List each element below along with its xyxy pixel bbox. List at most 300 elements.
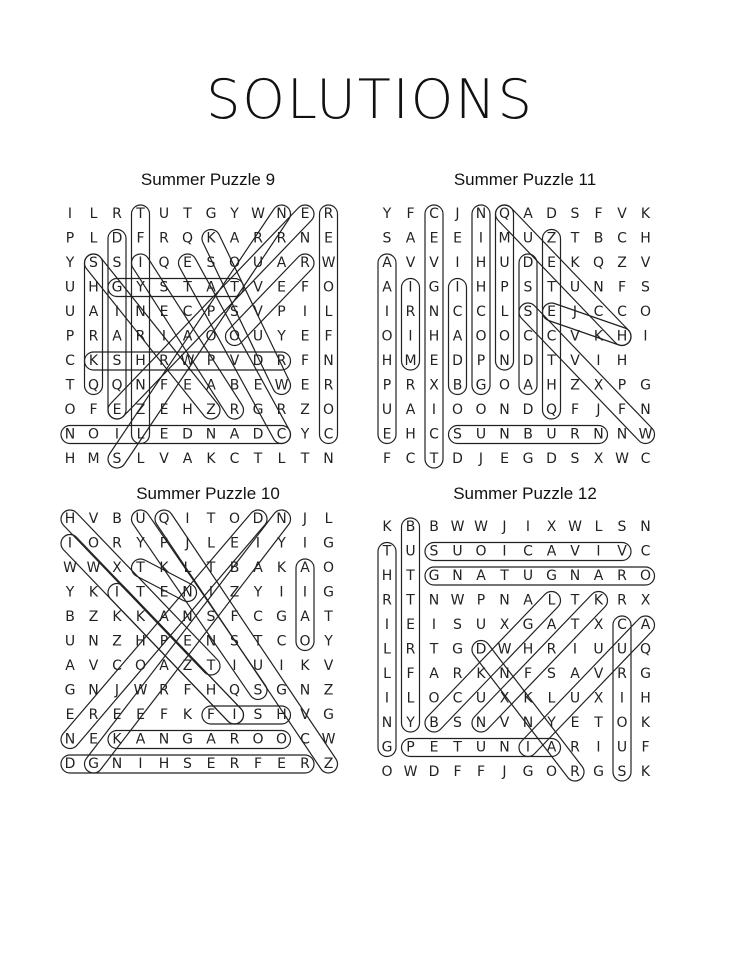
grid-letter: A [88,304,99,320]
grid-letter: I [255,535,261,552]
grid-letter: U [381,402,393,418]
grid-letter: C [300,731,310,748]
grid-letter: V [300,707,310,723]
grid-letter: E [206,756,216,772]
grid-letter: I [138,756,143,772]
grid-letter: O [322,279,335,296]
grid-letter: V [253,304,263,320]
grid-letter: X [499,690,510,707]
grid-letter: N [88,633,99,650]
grid-letter: T [570,592,580,609]
grid-letter: I [279,658,284,674]
page-title: SOLUTIONS [206,68,534,131]
grid-letter: N [158,731,170,748]
grid-letter: K [206,230,216,247]
puzzle-grid [58,507,358,777]
grid-letter: D [252,353,264,369]
grid-letter: A [253,560,263,576]
grid-letter: E [570,715,580,731]
grid-letter: I [67,206,73,222]
grid-letter: D [522,402,534,418]
grid-letter: I [384,690,390,707]
grid-letter: T [136,206,145,222]
grid-letter: T [300,451,310,467]
grid-letter: V [229,353,240,369]
grid-letter: S [183,756,192,772]
grid-letter: W [638,426,653,443]
grid-letter: C [617,230,627,247]
grid-letter: O [134,658,147,674]
grid-letter: N [323,353,334,369]
grid-letter: Q [87,377,100,394]
grid-letter: S [570,206,580,222]
grid-letter: N [640,402,651,418]
grid-letter: G [640,666,651,682]
grid-letter: D [546,451,557,467]
grid-letter: F [406,666,415,682]
grid-letter: L [89,206,98,222]
grid-letter: L [207,535,215,552]
grid-letter: U [64,304,76,320]
grid-letter: Y [65,584,75,601]
grid-letter: J [302,511,308,527]
grid-letter: O [451,402,464,418]
grid-letter: A [640,617,651,633]
grid-letter: N [593,279,604,296]
grid-letter: S [253,707,263,723]
grid-letter: A [546,543,557,560]
grid-letter: U [405,543,416,560]
grid-letter: O [616,715,628,731]
grid-letter: A [159,609,169,625]
grid-letter: F [382,451,392,467]
grid-letter: X [499,617,510,633]
grid-letter: V [499,715,510,731]
grid-letter: N [135,377,146,394]
grid-letter: A [546,739,557,756]
grid-letter: O [228,255,241,271]
grid-letter: X [112,560,122,576]
grid-letter: W [321,255,336,271]
grid-letter: L [277,451,286,467]
grid-letter: H [428,328,440,345]
grid-letter: Z [88,609,99,625]
grid-letter: I [431,617,437,633]
grid-letter: V [570,328,580,345]
grid-letter: K [476,666,486,682]
grid-letter: K [523,690,533,707]
grid-letter: H [64,451,76,467]
grid-letter: F [406,206,415,222]
grid-letter: V [617,543,627,560]
grid-letter: Z [617,255,627,271]
grid-letter: G [88,756,99,772]
grid-letter: E [382,426,392,443]
grid-letter: R [570,426,580,443]
grid-letter: V [429,255,439,271]
grid-letter: F [230,609,239,625]
grid-letter: C [65,353,75,369]
grid-letter: G [323,535,334,552]
grid-letter: N [428,592,440,609]
grid-letter: J [502,764,507,780]
grid-letter: Q [111,377,123,394]
grid-letter: U [475,739,487,756]
grid-letter: L [406,690,415,707]
grid-letter: G [522,617,534,633]
grid-letter: G [593,764,604,780]
grid-letter: W [274,377,289,394]
grid-letter: A [159,658,169,674]
grid-letter: T [136,560,145,576]
grid-letter: V [159,451,169,467]
grid-letter: H [616,353,628,369]
grid-letter: U [499,255,510,271]
grid-letter: T [183,206,192,222]
grid-letter: F [89,402,98,418]
grid-letter: S [89,255,98,271]
grid-letter: S [112,255,122,271]
grid-letter: O [498,377,511,394]
grid-letter: I [302,584,308,601]
grid-letter: O [545,764,558,780]
grid-letter: T [253,451,263,467]
grid-letter: Y [253,584,263,601]
grid-letter: P [206,353,216,369]
grid-letter: F [183,682,192,699]
grid-letter: R [617,568,627,584]
grid-letter: E [429,230,439,247]
grid-letter: I [208,584,214,601]
grid-letter: F [136,230,145,247]
grid-letter: E [547,304,556,320]
grid-letter: G [640,377,651,394]
grid-letter: N [323,451,334,467]
grid-letter: U [569,690,581,707]
grid-letter: D [428,764,440,780]
grid-letter: A [382,279,392,296]
grid-letter: Q [498,206,511,222]
grid-letter: I [455,279,460,296]
grid-letter: L [594,519,603,535]
grid-letter: I [478,230,484,247]
grid-letter: A [593,568,604,584]
grid-letter: G [182,731,193,748]
grid-letter: I [596,739,601,756]
grid-letter: Q [592,255,605,271]
grid-letter: C [476,304,486,320]
grid-letter: T [547,279,556,296]
grid-letter: S [253,682,263,699]
grid-letter: H [276,707,287,723]
grid-letter: C [112,658,122,674]
grid-letter: R [159,682,169,699]
grid-letter: W [615,451,629,467]
grid-letter: F [300,353,310,369]
grid-letter: T [500,568,509,584]
grid-letter: N [452,568,463,584]
grid-letter: G [475,377,487,394]
grid-letter: Y [230,206,239,222]
grid-letter: A [382,255,392,271]
grid-letter: N [205,633,217,650]
grid-letter: O [381,328,393,345]
grid-letter: C [523,543,533,560]
grid-letter: H [405,426,416,443]
grid-letter: I [502,543,507,560]
grid-letter: O [87,426,100,443]
grid-letter: C [405,451,416,467]
grid-letter: V [570,353,580,369]
grid-letter: I [161,328,167,345]
grid-letter: M [498,230,511,247]
grid-letter: I [408,279,413,296]
grid-letter: A [206,731,216,748]
answer-loop [128,506,271,703]
grid-letter: R [617,592,627,609]
grid-letter: W [63,560,77,576]
answer-loop [421,588,564,736]
grid-letter: O [322,560,335,576]
grid-letter: D [452,451,463,467]
grid-letter: I [114,304,120,320]
grid-letter: L [183,560,192,576]
grid-letter: P [159,535,169,552]
grid-letter: R [452,666,463,682]
grid-letter: U [135,511,146,527]
grid-letter: R [405,377,416,394]
grid-letter: P [206,304,216,320]
grid-letter: T [570,230,580,247]
grid-letter: A [206,279,216,296]
grid-letter: N [428,304,440,320]
grid-letter: C [452,304,463,320]
grid-letter: X [593,617,604,633]
grid-letter: C [276,633,287,650]
puzzle-title: Summer Puzzle 11 [453,170,597,189]
grid-letter: Z [206,402,216,418]
grid-letter: O [64,402,76,418]
grid-letter: F [476,764,486,780]
grid-letter: H [205,682,217,699]
grid-letter: P [617,377,627,394]
grid-letter: V [593,666,604,682]
grid-letter: Z [112,633,122,650]
answer-loop [85,254,103,395]
grid-letter: F [324,328,333,345]
grid-letter: N [616,426,628,443]
grid-letter: E [112,402,122,418]
grid-letter: O [428,690,440,707]
grid-letter: E [324,230,333,247]
grid-letter: W [450,592,465,609]
grid-letter: E [300,377,310,394]
grid-letter: H [640,230,651,247]
grid-letter: A [206,377,216,394]
grid-letter: L [89,230,98,247]
grid-letter: K [593,592,604,609]
grid-letter: I [114,426,120,443]
grid-letter: T [206,511,216,527]
grid-letter: S [382,230,392,247]
grid-letter: W [497,641,512,658]
grid-letter: L [136,426,145,443]
grid-letter: J [596,402,601,418]
grid-letter: R [323,377,334,394]
grid-letter: Z [323,756,334,772]
grid-letter: H [135,353,146,369]
grid-letter: K [276,560,287,576]
grid-letter: E [547,255,556,271]
grid-letter: B [452,377,463,394]
grid-letter: U [522,230,534,247]
grid-letter: J [502,519,507,535]
grid-letter: N [135,304,146,320]
grid-letter: Y [324,633,333,650]
grid-letter: Z [300,402,310,418]
grid-letter: S [112,451,122,467]
grid-letter: U [593,641,604,658]
grid-letter: F [617,279,627,296]
grid-letter: F [523,666,533,682]
grid-letter: G [428,568,440,584]
grid-letter: O [381,764,393,780]
grid-letter: N [499,353,510,369]
grid-letter: R [570,739,580,756]
grid-letter: Z [546,230,557,247]
grid-letter: D [182,426,193,443]
grid-letter: R [276,353,287,369]
grid-letter: R [570,764,580,780]
grid-letter: G [205,206,217,222]
puzzle-grid [375,515,675,785]
grid-letter: M [87,451,100,467]
grid-letter: Y [277,328,286,345]
grid-letter: U [252,328,264,345]
grid-letter: A [523,206,533,222]
grid-letter: E [300,328,310,345]
grid-letter: T [570,617,580,633]
grid-letter: E [277,756,286,772]
grid-letter: H [381,353,393,369]
grid-letter: I [596,543,601,560]
grid-letter: E [429,353,439,369]
grid-letter: E [253,377,263,394]
grid-letter: A [276,255,287,271]
grid-letter: N [276,511,287,527]
grid-letter: X [593,690,604,707]
grid-letter: W [86,560,101,576]
grid-letter: S [230,304,239,320]
grid-letter: T [406,592,415,609]
grid-letter: P [65,230,75,247]
grid-letter: P [476,353,486,369]
grid-letter: F [570,402,580,418]
grid-letter: P [476,592,486,609]
puzzle-grid [375,202,675,472]
grid-letter: E [112,707,122,723]
grid-letter: Q [158,511,170,527]
grid-letter: C [617,617,627,633]
grid-letter: E [136,707,145,723]
grid-letter: I [619,690,625,707]
grid-letter: X [640,592,651,609]
grid-letter: A [112,328,122,345]
grid-letter: R [88,328,99,345]
grid-letter: I [455,255,460,271]
grid-letter: J [455,206,460,222]
grid-letter: F [617,402,627,418]
grid-letter: Q [158,255,170,271]
grid-letter: D [522,255,534,271]
grid-letter: C [452,690,463,707]
grid-letter: U [569,279,581,296]
grid-letter: T [253,633,263,650]
grid-letter: B [112,511,122,527]
grid-letter: D [252,426,264,443]
grid-letter: D [522,353,534,369]
grid-letter: I [114,584,120,601]
grid-letter: I [525,739,531,756]
grid-letter: U [616,739,628,756]
grid-letter: A [405,230,416,247]
grid-letter: K [300,658,310,674]
grid-letter: L [547,690,556,707]
grid-letter: U [452,543,463,560]
grid-letter: R [300,255,310,271]
grid-letter: Q [181,230,194,247]
grid-letter: C [276,426,287,443]
grid-letter: C [323,426,334,443]
grid-letter: T [429,641,439,658]
answer-loop [108,279,244,297]
grid-letter: A [429,666,439,682]
grid-letter: H [616,328,628,345]
grid-letter: U [616,641,628,658]
grid-letter: P [500,279,509,296]
grid-letter: E [453,230,462,247]
grid-letter: N [499,402,510,418]
grid-letter: B [523,426,533,443]
grid-letter: L [383,666,391,682]
grid-letter: U [546,426,557,443]
grid-letter: W [450,519,465,535]
grid-letter: C [617,304,627,320]
grid-letter: Y [136,279,145,296]
grid-letter: N [299,230,311,247]
grid-letter: I [138,255,143,271]
grid-letter: W [251,206,265,222]
grid-letter: N [88,682,99,699]
grid-letter: G [64,682,76,699]
grid-letter: R [112,535,122,552]
grid-letter: K [112,731,122,748]
grid-letter: I [302,304,308,320]
grid-letter: H [640,690,651,707]
grid-letter: L [500,304,509,320]
grid-letter: F [253,756,263,772]
grid-letter: S [453,617,462,633]
grid-letter: G [252,402,264,418]
grid-letter: K [88,353,99,369]
grid-letter: E [65,707,75,723]
grid-letter: L [136,451,145,467]
grid-letter: Z [323,682,334,699]
grid-letter: E [183,255,192,271]
grid-letter: E [159,402,169,418]
grid-letter: D [546,206,557,222]
grid-letter: B [65,609,75,625]
